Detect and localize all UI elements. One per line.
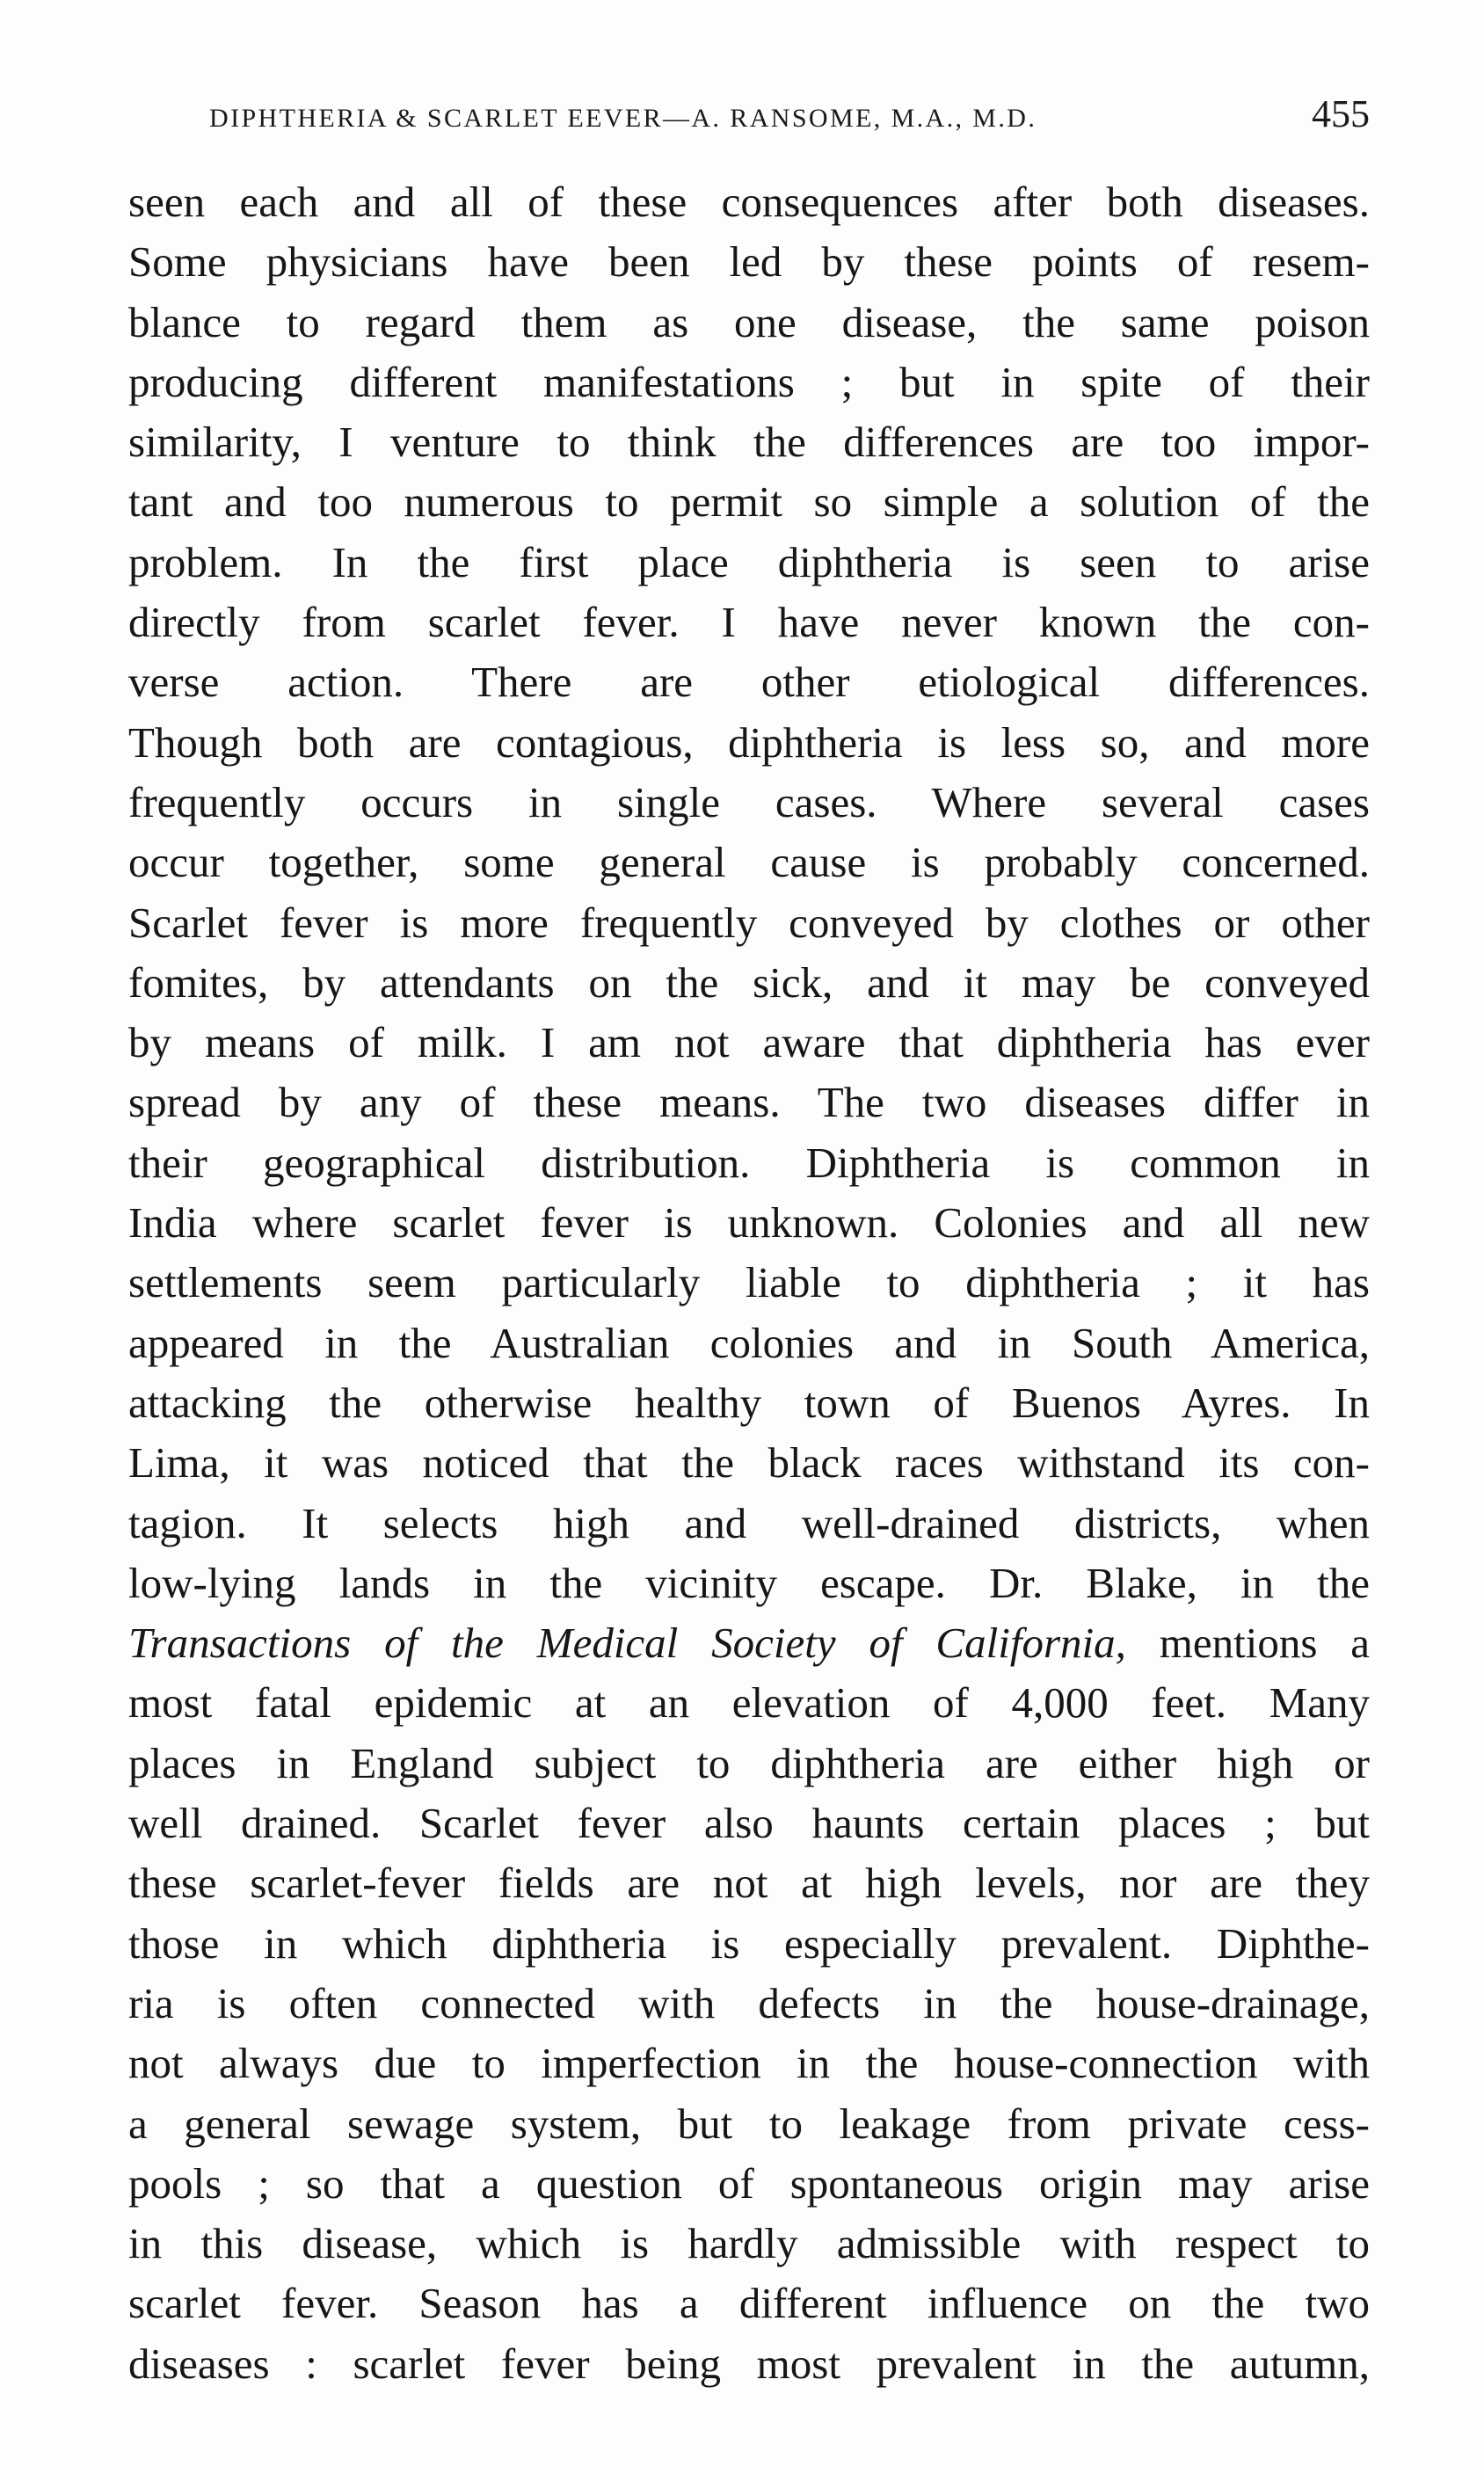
text-line: places in England subject to diphtheria are either high or [128,1738,1370,1787]
text-line: seen each and all of these consequences after both diseases. [128,178,1370,226]
text-line: frequently occurs in single cases. Where several cases [128,777,1370,826]
text-line: directly from scarlet fever. I have never known the con- [128,598,1370,647]
text-line: blance to regard them as one disease, the same poison [128,297,1370,346]
text-line: not always due to imperfection in the house-connection with [128,2039,1370,2088]
text-line: in this disease, which is hardly admissible with respect to [128,2219,1370,2268]
body-text [128,172,1370,2394]
text-line: fomites, by attendants on the sick, and it may be conveyed [128,957,1370,1007]
text-line: low-lying lands in the vicinity escape. Dr. Blake, in the [128,1558,1370,1607]
text-line: attacking the otherwise healthy town of Buenos Ayres. In [128,1378,1370,1427]
text-line: well drained. Scarlet fever also haunts certain places ; but [128,1799,1370,1848]
text-line: similarity, I venture to think the differences are too impor- [128,418,1370,467]
text-line: appeared in the Australian colonies and in South America, [128,1318,1370,1367]
text-line: scarlet fever. Season has a different influence on the two [128,2279,1370,2328]
text-line: settlements seem particularly liable to diphtheria ; it has [128,1258,1370,1307]
page-number: 455 [1312,92,1370,135]
text-line: diseases : scarlet fever being most prevalent in the autumn, [128,2339,1370,2388]
text-line: these scarlet-fever fields are not at high levels, nor are they [128,1859,1370,1908]
text-line: verse action. There are other etiological differences. [128,658,1370,707]
text-line: tagion. It selects high and well-drained districts, when [128,1498,1370,1547]
text-line: Though both are contagious, diphtheria is less so, and more [128,717,1370,767]
text-line: those in which diphtheria is especially prevalent. Diphthe- [128,1918,1370,1968]
text-line: Scarlet fever is more frequently conveyed by clothes or other [128,898,1370,947]
text-line: problem. In the first place diphtheria is seen to arise [128,537,1370,586]
text-line: occur together, some general cause is probably concerned. [128,838,1370,887]
text-line: producing different manifestations ; but in spite of their [128,357,1370,406]
text-line: Lima, it was noticed that the black races withstand its con- [128,1438,1370,1488]
text-line: Some physicians have been led by these points of resem- [128,237,1370,287]
text-line: spread by any of these means. The two diseases differ in [128,1078,1370,1127]
text-line: India where scarlet fever is unknown. Colonies and all new [128,1198,1370,1248]
text-line: tant and too numerous to permit so simple a solution of the [128,477,1370,527]
running-title: DIPHTHERIA & SCARLET EEVER—A. RANSOME, M.A., M.D. [209,104,1037,133]
text-line-with-italic [128,1613,1370,1673]
text-line: ria is often connected with defects in the house-drainage, [128,1978,1370,2027]
text-line: pools ; so that a question of spontaneous origin may arise [128,2158,1370,2208]
running-head [209,91,1370,144]
journal-title: Transactions of the Medical Society of California, [128,1619,1126,1668]
text-line: most fatal epidemic at an elevation of 4,000 feet. Many [128,1678,1370,1728]
text-line: their geographical distribution. Diphtheria is common in [128,1138,1370,1187]
text-line: a general sewage system, but to leakage from private cess- [128,2099,1370,2148]
text-line: by means of milk. I am not aware that diphtheria has ever [128,1018,1370,1067]
text-fragment: mentions a [1125,1619,1370,1668]
